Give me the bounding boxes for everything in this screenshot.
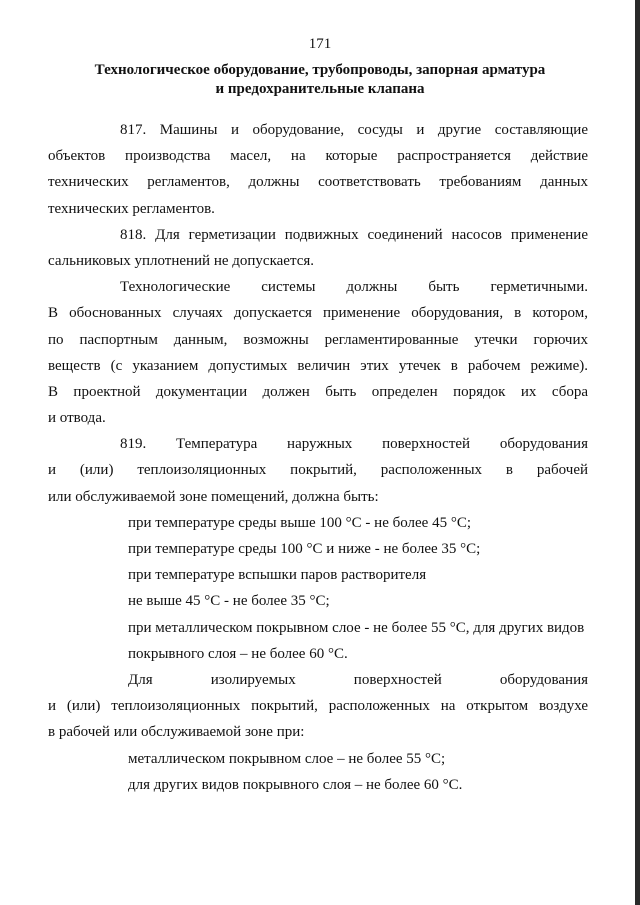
section-heading: [40, 61, 600, 99]
text-line: Технологические системы должны быть герметичными.: [120, 279, 588, 296]
page-edge: [635, 0, 640, 905]
text-line: 819. Температура наружных поверхностей оборудования: [120, 436, 588, 453]
text-line: и (или) теплоизоляционных покрытий, расположенных на открытом воздухе: [48, 698, 588, 715]
text-line: технических регламентов, должны соответствовать требованиям данных: [48, 174, 588, 191]
text-line: не выше 45 °С - не более 35 °С;: [128, 593, 330, 610]
body-text: [48, 117, 588, 798]
text-line: при температуре среды 100 °С и ниже - не более 35 °С;: [128, 541, 481, 557]
heading-line-2: и предохранительные клапана: [215, 81, 425, 97]
text-line: или обслуживаемой зоне помещений, должна быть:: [48, 488, 379, 505]
text-line: по паспортным данным, возможны регламентированные утечки горючих: [48, 331, 588, 348]
text-line: В обоснованных случаях допускается применение оборудования, в котором,: [48, 305, 588, 322]
text-line: в рабочей или обслуживаемой зоне при:: [48, 724, 305, 741]
text-line: при металлическом покрывном слое - не более 55 °С, для других видов: [128, 619, 585, 636]
text-line: Для изолируемых поверхностей оборудования: [128, 671, 588, 688]
text-line: при температуре вспышки паров растворителя: [128, 567, 427, 584]
text-line: В проектной документации должен быть определен порядок их сбора: [48, 383, 588, 400]
text-line: 818. Для герметизации подвижных соединений насосов применение: [120, 226, 588, 243]
text-line: и отвода.: [48, 410, 106, 427]
text-line: покрывного слоя – не более 60 °С.: [128, 645, 348, 662]
text-line: для других видов покрывного слоя – не более 60 °С.: [128, 776, 463, 793]
text-line: веществ (с указанием допустимых величин этих утечек в рабочем режиме).: [48, 357, 588, 374]
page-number: 171: [308, 36, 332, 52]
heading-line-1: Технологическое оборудование, трубопроводы, запорная арматура: [94, 62, 546, 78]
text-line: объектов производства масел, на которые распространяется действие: [48, 148, 588, 165]
text-line: технических регламентов.: [48, 200, 215, 217]
text-line: при температуре среды выше 100 °С - не более 45 °С;: [128, 514, 472, 531]
text-line: и (или) теплоизоляционных покрытий, расположенных в рабочей: [48, 462, 588, 479]
text-line: металлическом покрывном слое – не более 55 °С;: [128, 750, 446, 767]
text-line: сальниковых уплотнений не допускается.: [48, 252, 315, 269]
text-line: 817. Машины и оборудование, сосуды и другие составляющие: [120, 122, 588, 138]
